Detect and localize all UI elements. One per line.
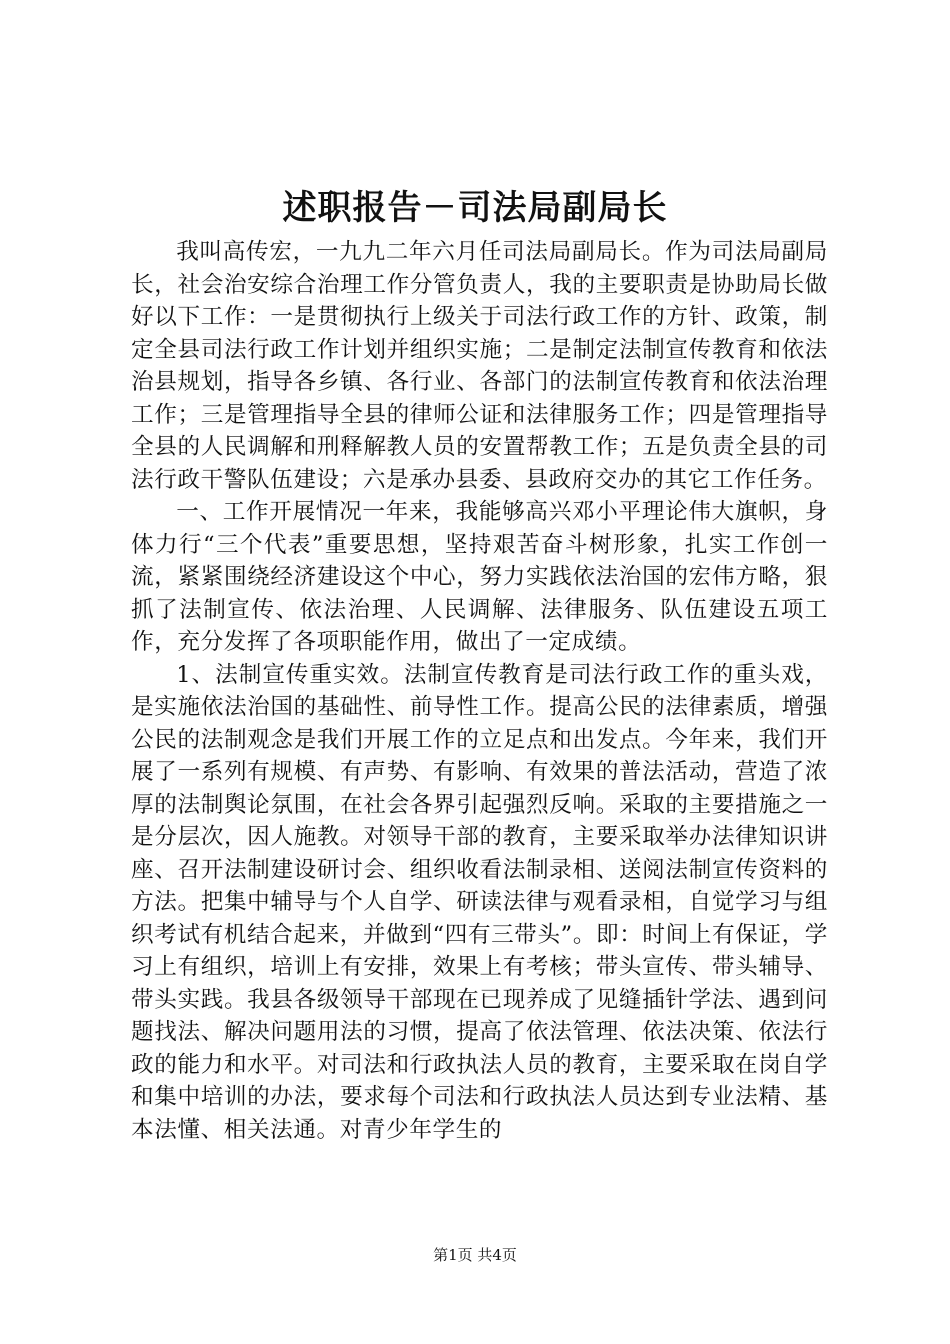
paragraph-intro: 我叫高传宏，一九九二年六月任司法局副局长。作为司法局副局长，社会治安综合治理工作分管负责人，我的主要职责是协助局长做好以下工作：一是贯彻执行上级关于司法行政工作的方针、政策，制定全县司法行政工作计划并组织实施；二是制定法制宣传教育和依法治县规划，指导各乡镇、各行业、各部门的法制宣传教育和依法治理工作；三是管理指导全县的律师公证和法律服务工作；四是管理指导全县的人民调解和刑释解教人员的安置帮教工作；五是负责全县的司法行政干警队伍建设；六是承办县委、县政府交办的其它工作任务。 — [131, 239, 828, 493]
paragraph-legal-publicity: 1、法制宣传重实效。法制宣传教育是司法行政工作的重头戏，是实施依法治国的基础性、前导性工作。提高公民的法律素质，增强公民的法制观念是我们开展工作的立足点和出发点。今年来，我们开展了一系列有规模、有声势、有影响、有效果的普法活动，营造了浓厚的法制舆论氛围，在社会各界引起强烈反响。采取的主要措施之一是分层次，因人施教。对领导干部的教育，主要采取举办法律知识讲座、召开法制建设研讨会、组织收看法制录相、送阅法制宣传资料的方法。把集中辅导与个人自学、研读法律与观看录相，自觉学习与组织考试有机结合起来，并做到“四有三带头”。即：时间上有保证，学习上有组织，培训上有安排，效果上有考核；带头宣传、带头辅导、带头实践。我县各级领导干部现在已现养成了见缝插针学法、遇到问题找法、解决问题用法的习惯，提高了依法管理、依法决策、依法行政的能力和水平。对司法和行政执法人员的教育，主要采取在岗自学和集中培训的办法，要求每个司法和行政执法人员达到专业法精、基本法懂、相关法通。对青少年学生的 — [131, 661, 828, 1143]
document-title: 述职报告－司法局副局长 — [282, 188, 668, 228]
paragraph-work-overview: 一、工作开展情况一年来，我能够高兴邓小平理论伟大旗帜，身体力行“三个代表”重要思想，坚持艰苦奋斗树形象，扎实工作创一流，紧紧围绕经济建设这个中心，努力实践依法治国的宏伟方略，狠抓了法制宣传、依法治理、人民调解、法律服务、队伍建设五项工作，充分发挥了各项职能作用，做出了一定成绩。 — [131, 499, 828, 655]
document-body — [131, 236, 828, 1146]
page-number-footer: 第1页 共4页 — [433, 1246, 517, 1264]
